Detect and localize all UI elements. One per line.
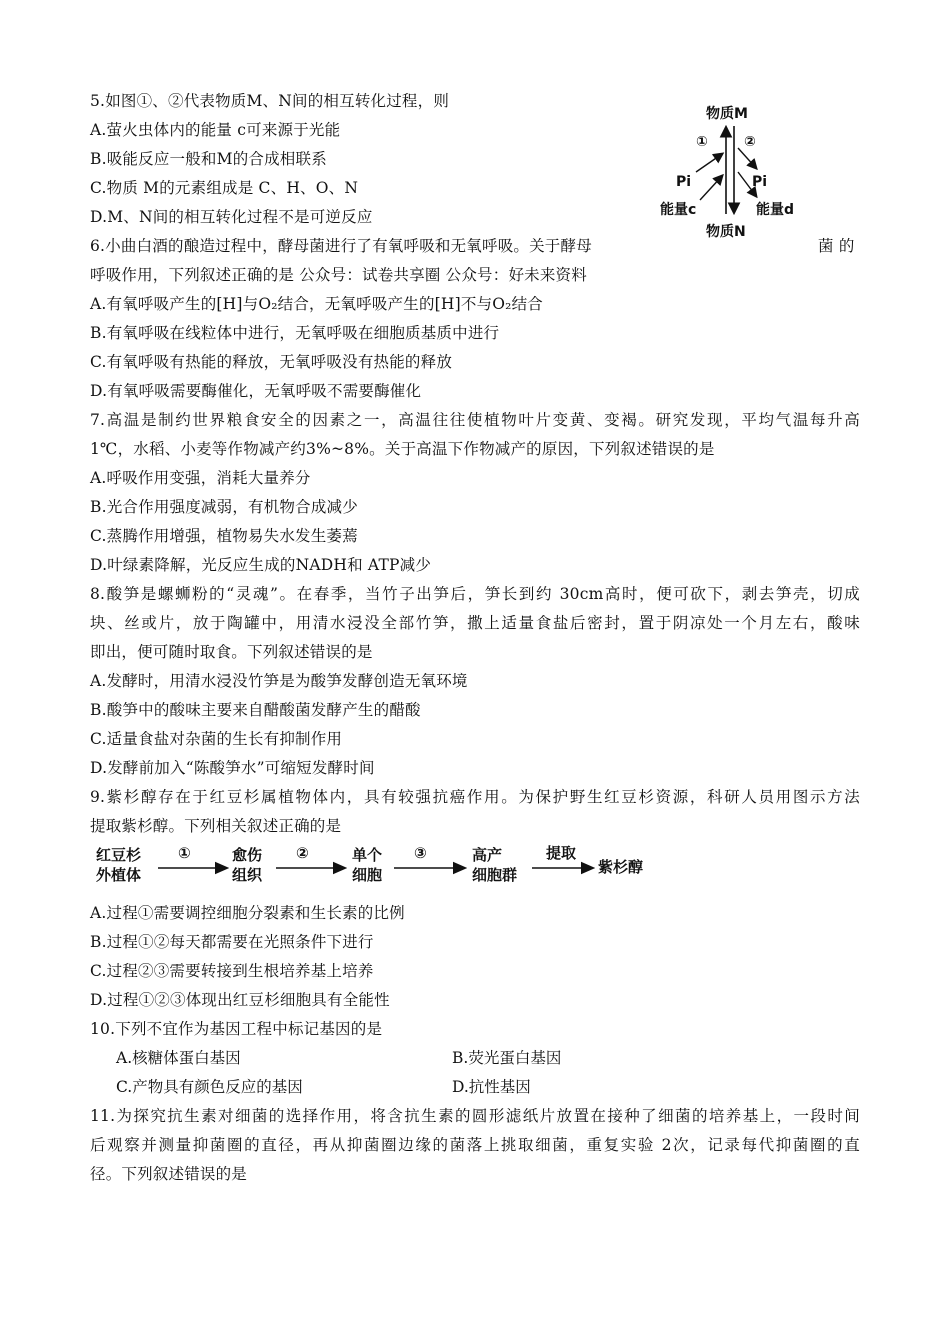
q11-stem-line3: 径。下列叙述错误的是 <box>90 1165 248 1183</box>
flow-node-callus-line1: 愈伤 <box>232 846 263 864</box>
q5-option-c: C.物质 M的元素组成是 C、H、O、N <box>90 179 359 197</box>
taxol-flow-diagram <box>92 842 662 892</box>
pi-left-label: Pi <box>676 174 692 190</box>
q8-option-c: C.适量食盐对杂菌的生长有抑制作用 <box>90 730 343 748</box>
q8-stem-line2: 块、丝或片，放于陶罐中，用清水浸没全部竹笋，撒上适量食盐后密封，置于阴凉处一个月左右，酸味 <box>90 614 860 632</box>
q11-stem-line2: 后观察并测量抑菌圈的直径，再从抑菌圈边缘的菌落上挑取细菌，重复实验 2次，记录每代抑菌圈的直 <box>90 1136 860 1154</box>
q8-option-a: A.发酵时，用清水浸没竹笋是为酸笋发酵创造无氧环境 <box>90 672 468 690</box>
arrow-pi-in <box>696 154 722 172</box>
diagram-label-m: 物质M <box>706 106 748 122</box>
q7-option-a: A.呼吸作用变强，消耗大量养分 <box>90 469 311 487</box>
pi-right-label: Pi <box>752 174 768 190</box>
energy-c-label: 能量c <box>660 202 697 218</box>
flow-step-1: ① <box>178 844 191 862</box>
q6-option-d: D.有氧呼吸需要酶催化，无氧呼吸不需要酶催化 <box>90 382 422 400</box>
q9-stem-line2: 提取紫杉醇。下列相关叙述正确的是 <box>90 817 342 835</box>
q9-option-c: C.过程②③需要转接到生根培养基上培养 <box>90 962 374 980</box>
q6-option-b: B.有氧呼吸在线粒体中进行，无氧呼吸在细胞质基质中进行 <box>90 324 500 342</box>
q5-option-b: B.吸能反应一般和M的合成相联系 <box>90 150 327 168</box>
flow-node-explant-line2: 外植体 <box>96 866 142 884</box>
process-2-label: ② <box>744 134 756 150</box>
flow-node-high-yield-line1: 高产 <box>472 846 503 864</box>
flow-node-explant-line1: 红豆杉 <box>96 846 142 864</box>
q6-option-a: A.有氧呼吸产生的[H]与O₂结合，无氧呼吸产生的[H]不与O₂结合 <box>90 295 543 313</box>
q10-option-c: C.产物具有颜色反应的基因 <box>116 1078 303 1096</box>
flow-node-taxol: 紫杉醇 <box>598 858 644 876</box>
q5-option-a: A.萤火虫体内的能量 c可来源于光能 <box>90 121 341 139</box>
q10-option-b: B.荧光蛋白基因 <box>452 1049 562 1067</box>
mn-conversion-diagram <box>652 92 812 242</box>
flow-step-extract: 提取 <box>546 844 577 862</box>
q10-stem: 10.下列不宜作为基因工程中标记基因的是 <box>90 1020 383 1038</box>
q9-stem-line1: 9.紫杉醇存在于红豆杉属植物体内，具有较强抗癌作用。为保护野生红豆杉资源，科研人员用图示方法 <box>90 788 860 806</box>
q8-option-d: D.发酵前加入“陈酸笋水”可缩短发酵时间 <box>90 759 375 777</box>
flow-step-3: ③ <box>414 844 427 862</box>
q7-stem-line2: 1℃，水稻、小麦等作物减产约3%~8%。关于高温下作物减产的原因，下列叙述错误的是 <box>90 440 715 458</box>
arrow-energy-c-in <box>700 176 722 200</box>
flow-node-single-cell-line2: 细胞 <box>352 866 383 884</box>
q8-stem-line1: 8.酸笋是螺蛳粉的“灵魂”。在春季，当竹子出笋后，笋长到约 30cm高时，便可砍下，剥去笋壳，切成 <box>90 585 860 603</box>
q6-stem-line2: 呼吸作用，下列叙述正确的是 公众号：试卷共享圈 公众号：好未来资料 <box>90 266 587 284</box>
q7-stem-line1: 7.高温是制约世界粮食安全的因素之一，高温往往使植物叶片变黄、变褐。研究发现，平均气温每升高 <box>90 411 860 429</box>
q6-stem-line1: 6.小曲白酒的酿造过程中，酵母菌进行了有氧呼吸和无氧呼吸。关于酵母 <box>90 237 592 255</box>
arrow-pi-out <box>738 148 756 168</box>
q11-stem-line1: 11.为探究抗生素对细菌的选择作用，将含抗生素的圆形滤纸片放置在接种了细菌的培养基上，一段时间 <box>90 1107 860 1125</box>
q7-option-b: B.光合作用强度减弱，有机物合成减少 <box>90 498 358 516</box>
q5-option-d: D.M、N间的相互转化过程不是可逆反应 <box>90 208 373 226</box>
q5-stem: 5.如图①、②代表物质M、N间的相互转化过程，则 <box>90 92 450 110</box>
q8-stem-line3: 即出，便可随时取食。下列叙述错误的是 <box>90 643 373 661</box>
q9-option-a: A.过程①需要调控细胞分裂素和生长素的比例 <box>90 904 405 922</box>
q10-option-a: A.核糖体蛋白基因 <box>116 1049 241 1067</box>
flow-node-single-cell-line1: 单个 <box>352 846 383 864</box>
q7-option-d: D.叶绿素降解，光反应生成的NADH和 ATP减少 <box>90 556 432 574</box>
flow-step-2: ② <box>296 844 309 862</box>
q6-option-c: C.有氧呼吸有热能的释放，无氧呼吸没有热能的释放 <box>90 353 453 371</box>
energy-d-label: 能量d <box>756 202 795 218</box>
flow-node-callus-line2: 组织 <box>232 866 263 884</box>
q10-option-d: D.抗性基因 <box>452 1078 531 1096</box>
q9-option-d: D.过程①②③体现出红豆杉细胞具有全能性 <box>90 991 390 1009</box>
process-1-label: ① <box>696 134 708 150</box>
q8-option-b: B.酸笋中的酸味主要来自醋酸菌发酵产生的醋酸 <box>90 701 421 719</box>
q6-stem-line1-end: 菌 的 <box>818 237 855 255</box>
diagram-label-n: 物质N <box>706 224 746 240</box>
flow-node-high-yield-line2: 细胞群 <box>472 866 518 884</box>
q9-option-b: B.过程①②每天都需要在光照条件下进行 <box>90 933 374 951</box>
q7-option-c: C.蒸腾作用增强，植物易失水发生萎蔫 <box>90 527 358 545</box>
